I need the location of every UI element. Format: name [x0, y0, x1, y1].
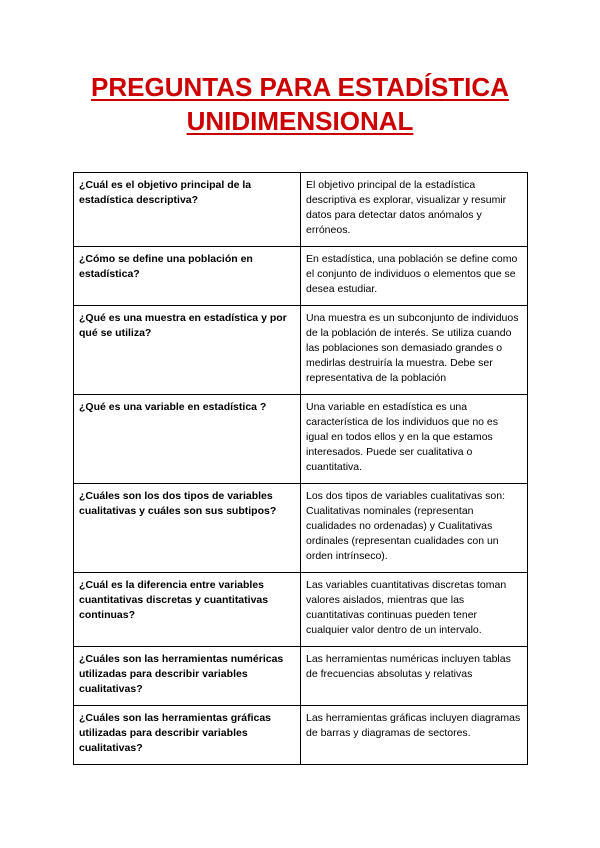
document-title — [0, 70, 600, 138]
answer-cell: Una muestra es un subconjunto de individuos de la población de interés. Se utiliza cuando las poblaciones son demasiado grandes o medirlas destruiría la muestra. Debe ser representativa de la población — [301, 306, 528, 395]
table-row — [74, 573, 528, 647]
question-cell: ¿Cuáles son las herramientas numéricas utilizadas para describir variables cualitativas? — [74, 647, 301, 706]
answer-cell: En estadística, una población se define como el conjunto de individuos o elementos que se desea estudiar. — [301, 247, 528, 306]
answer-cell: Una variable en estadística es una característica de los individuos que no es igual en todos ellos y en la que estamos interesados. Puede ser cualitativa o cuantitativa. — [301, 395, 528, 484]
question-cell: ¿Cuál es el objetivo principal de la estadística descriptiva? — [74, 173, 301, 247]
table-row — [74, 173, 528, 247]
answer-cell: Las herramientas numéricas incluyen tablas de frecuencias absolutas y relativas — [301, 647, 528, 706]
question-cell: ¿Qué es una muestra en estadística y por qué se utiliza? — [74, 306, 301, 395]
answer-cell: Las variables cuantitativas discretas toman valores aislados, mientras que las cuantitativas continuas pueden tener cualquier valor dentro de un intervalo. — [301, 573, 528, 647]
question-cell: ¿Qué es una variable en estadística ? — [74, 395, 301, 484]
table-row — [74, 647, 528, 706]
document-title-line-1: PREGUNTAS PARA ESTADÍSTICA — [91, 72, 509, 102]
answer-cell: Las herramientas gráficas incluyen diagramas de barras y diagramas de sectores. — [301, 706, 528, 765]
qa-table — [73, 172, 528, 765]
question-cell: ¿Cuáles son las herramientas gráficas utilizadas para describir variables cualitativas? — [74, 706, 301, 765]
table-row — [74, 484, 528, 573]
table-row — [74, 306, 528, 395]
question-cell: ¿Cómo se define una población en estadística? — [74, 247, 301, 306]
answer-cell: El objetivo principal de la estadística descriptiva es explorar, visualizar y resumir datos para detectar datos anómalos y erróneos. — [301, 173, 528, 247]
table-row — [74, 706, 528, 765]
question-cell: ¿Cuáles son los dos tipos de variables cualitativas y cuáles son sus subtipos? — [74, 484, 301, 573]
document-title-line-2: UNIDIMENSIONAL — [186, 106, 414, 136]
table-row — [74, 395, 528, 484]
question-cell: ¿Cuál es la diferencia entre variables cuantitativas discretas y cuantitativas continuas? — [74, 573, 301, 647]
answer-cell: Los dos tipos de variables cualitativas son: Cualitativas nominales (representan cualidades no ordenadas) y Cualitativas ordinales (representan cualidades con un orden intrínseco). — [301, 484, 528, 573]
table-row — [74, 247, 528, 306]
